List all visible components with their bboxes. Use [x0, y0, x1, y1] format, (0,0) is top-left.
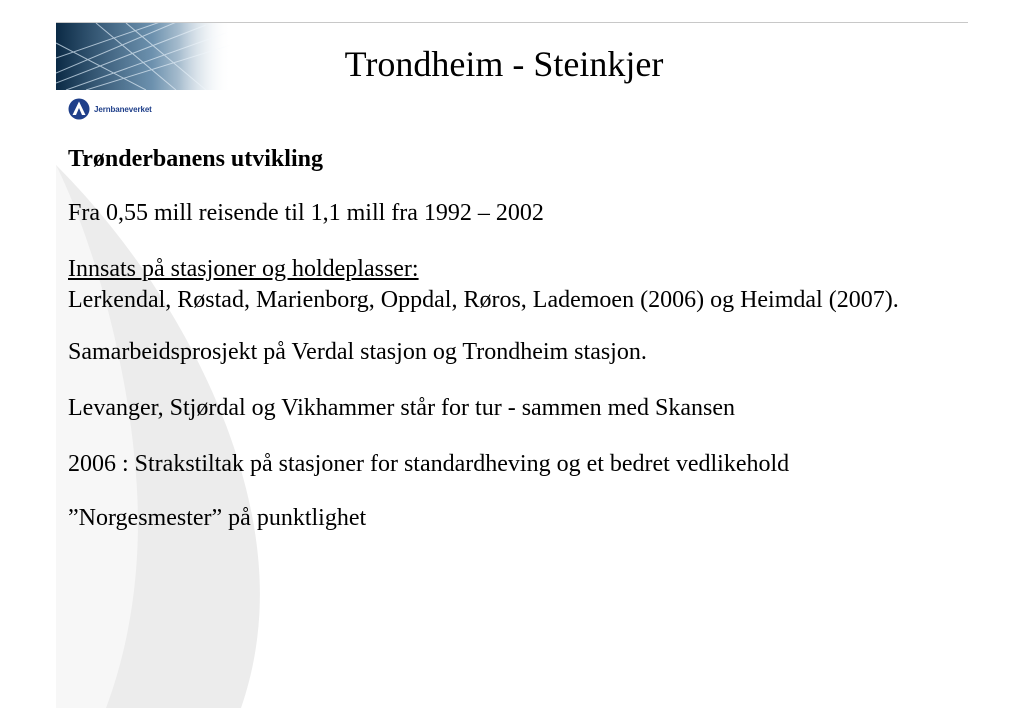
- jernbaneverket-logo: [68, 97, 152, 121]
- jernbaneverket-logo-icon: [68, 98, 90, 120]
- slide-body: [68, 144, 968, 534]
- header-rail-image: [56, 23, 231, 90]
- next-stations-line: Levanger, Stjørdal og Vikhammer står for tur - sammen med Skansen: [68, 395, 735, 421]
- stations-label: Innsats på stasjoner og holdeplasser:: [68, 256, 419, 282]
- stations-list: Lerkendal, Røstad, Marienborg, Oppdal, Røros, Lademoen (2006) og Heimdal (2007).: [68, 287, 899, 313]
- passengers-line: Fra 0,55 mill reisende til 1,1 mill fra 1992 – 2002: [68, 200, 544, 226]
- measures-2006-line: 2006 : Strakstiltak på stasjoner for standardheving og et bedret vedlikehold: [68, 451, 790, 477]
- stations-paragraph: [68, 254, 968, 316]
- slide-title: Trondheim - Steinkjer: [344, 44, 664, 84]
- logo-text: Jernbaneverket: [94, 104, 152, 114]
- cooperation-line: Samarbeidsprosjekt på Verdal stasjon og Trondheim stasjon.: [68, 339, 647, 365]
- punctuality-line: ”Norgesmester” på punktlighet: [68, 505, 367, 531]
- section-heading: Trønderbanens utvikling: [68, 146, 323, 172]
